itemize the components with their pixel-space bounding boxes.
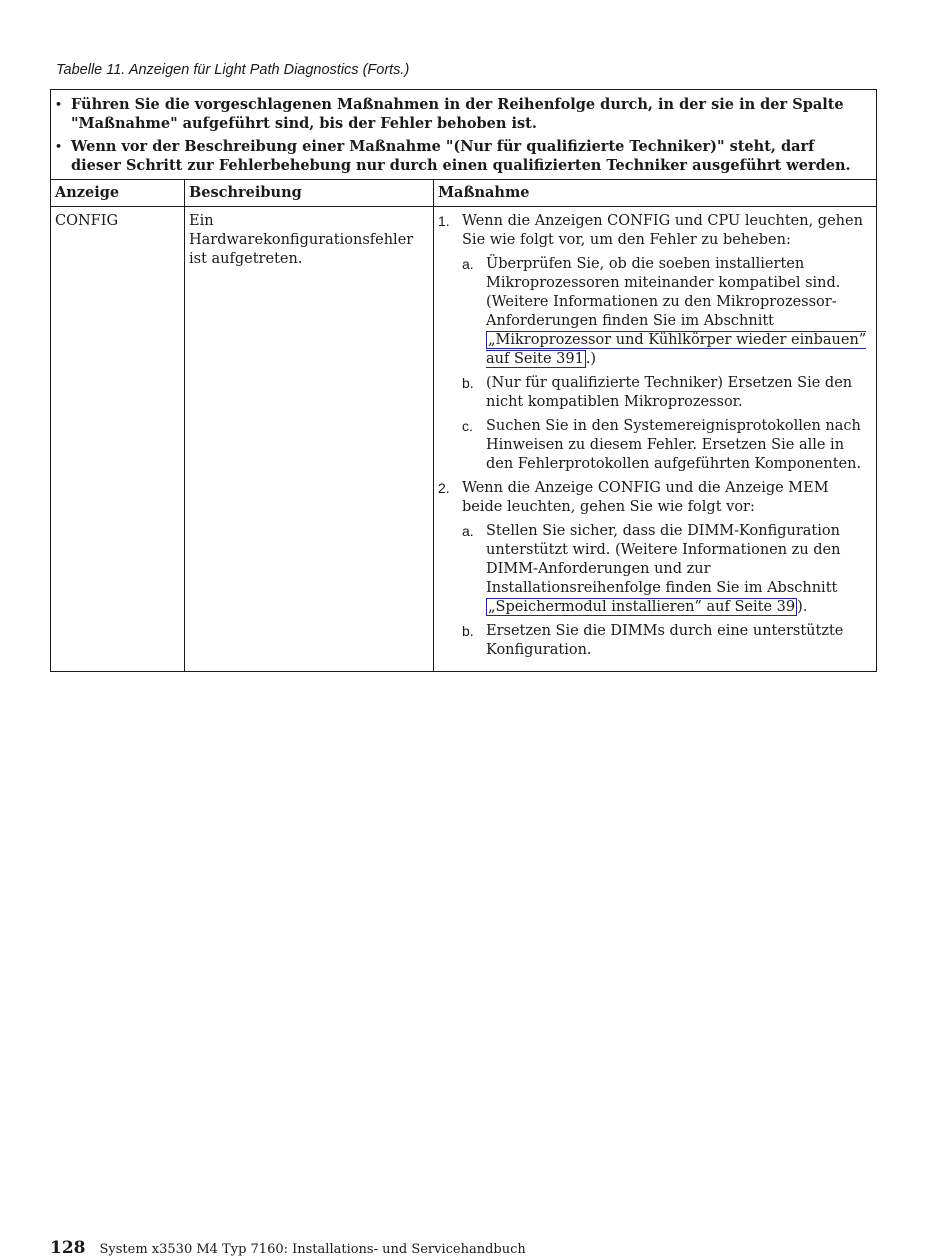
substep-text-end: ). bbox=[797, 599, 808, 615]
page-footer bbox=[50, 1238, 526, 1258]
diagnostics-table bbox=[50, 89, 876, 672]
note-item bbox=[55, 137, 868, 175]
substep-text: Ersetzen Sie die DIMMs durch eine unterstützte Konfiguration. bbox=[486, 623, 844, 658]
substep-text: Stellen Sie sicher, dass die DIMM-Konfiguration unterstützt wird. (Weitere Informationen zu den DIMM-Anforderungen und zur Installationsreihenfolge finden Sie im Abschnitt bbox=[486, 523, 841, 596]
cell-massnahme bbox=[434, 207, 877, 672]
table-notes bbox=[51, 90, 877, 180]
substep-letter: a. bbox=[462, 256, 474, 272]
page-number: 128 bbox=[50, 1238, 86, 1258]
table-row bbox=[51, 207, 877, 672]
substep-item bbox=[462, 417, 870, 474]
cell-beschreibung: Ein Hardwarekonfigurationsfehler ist aufgetreten. bbox=[185, 207, 434, 672]
note-text: Führen Sie die vorgeschlagenen Maßnahmen in der Reihenfolge durch, in der sie in der Spalte "Maßnahme" aufgeführt sind, bis der Fehler behoben ist. bbox=[71, 96, 844, 132]
step-list bbox=[438, 212, 870, 660]
footer-text: System x3530 M4 Typ 7160: Installations- und Servicehandbuch bbox=[99, 1242, 526, 1257]
table-caption: Tabelle 11. Anzeigen für Light Path Diagnostics (Forts.) bbox=[56, 62, 410, 78]
note-item bbox=[55, 95, 868, 133]
substep-text: Überprüfen Sie, ob die soeben installierten Mikroprozessoren miteinander kompatibel sind. (Weitere Informationen zu den Mikroprozessor-Anforderungen finden Sie im Abschnitt bbox=[486, 256, 841, 329]
step-text: Wenn die Anzeige CONFIG und die Anzeige MEM beide leuchten, gehen Sie wie folgt vor: bbox=[462, 480, 829, 515]
step-item bbox=[438, 479, 870, 660]
step-item bbox=[438, 212, 870, 474]
substep-text-end: .) bbox=[585, 351, 597, 367]
step-number: 1. bbox=[438, 213, 450, 229]
step-number: 2. bbox=[438, 480, 450, 496]
cross-reference-link[interactable]: „Mikroprozessor und Kühlkörper wieder einbauen” auf Seite 391 bbox=[486, 332, 867, 367]
header-beschreibung: Beschreibung bbox=[185, 180, 434, 207]
substep-item bbox=[462, 522, 870, 617]
substep-letter: b. bbox=[462, 623, 474, 639]
substep-text: Suchen Sie in den Systemereignisprotokollen nach Hinweisen zu diesem Fehler. Ersetzen Sie alle in den Fehlerprotokollen aufgeführten Komponenten. bbox=[486, 418, 862, 472]
note-text: Wenn vor der Beschreibung einer Maßnahme "(Nur für qualifizierte Techniker)" steht, darf dieser Schritt zur Fehlerbehebung nur durch einen qualifizierten Techniker ausgeführt werden. bbox=[71, 138, 851, 174]
header-massnahme: Maßnahme bbox=[434, 180, 877, 207]
cross-reference-link[interactable]: „Speichermodul installieren” auf Seite 39 bbox=[488, 599, 796, 615]
bullet-icon: • bbox=[55, 140, 63, 153]
step-text: Wenn die Anzeigen CONFIG und CPU leuchten, gehen Sie wie folgt vor, um den Fehler zu beheben: bbox=[462, 213, 863, 248]
substep-item bbox=[462, 374, 870, 412]
substep-letter: c. bbox=[462, 418, 473, 434]
header-anzeige: Anzeige bbox=[51, 180, 185, 207]
substep-item bbox=[462, 622, 870, 660]
substep-text: (Nur für qualifizierte Techniker) Ersetzen Sie den nicht kompatiblen Mikroprozessor. bbox=[486, 375, 853, 410]
substep-letter: a. bbox=[462, 523, 474, 539]
cell-anzeige: CONFIG bbox=[51, 207, 185, 672]
substep-letter: b. bbox=[462, 375, 474, 391]
bullet-icon: • bbox=[55, 98, 63, 111]
substep-item bbox=[462, 255, 870, 369]
